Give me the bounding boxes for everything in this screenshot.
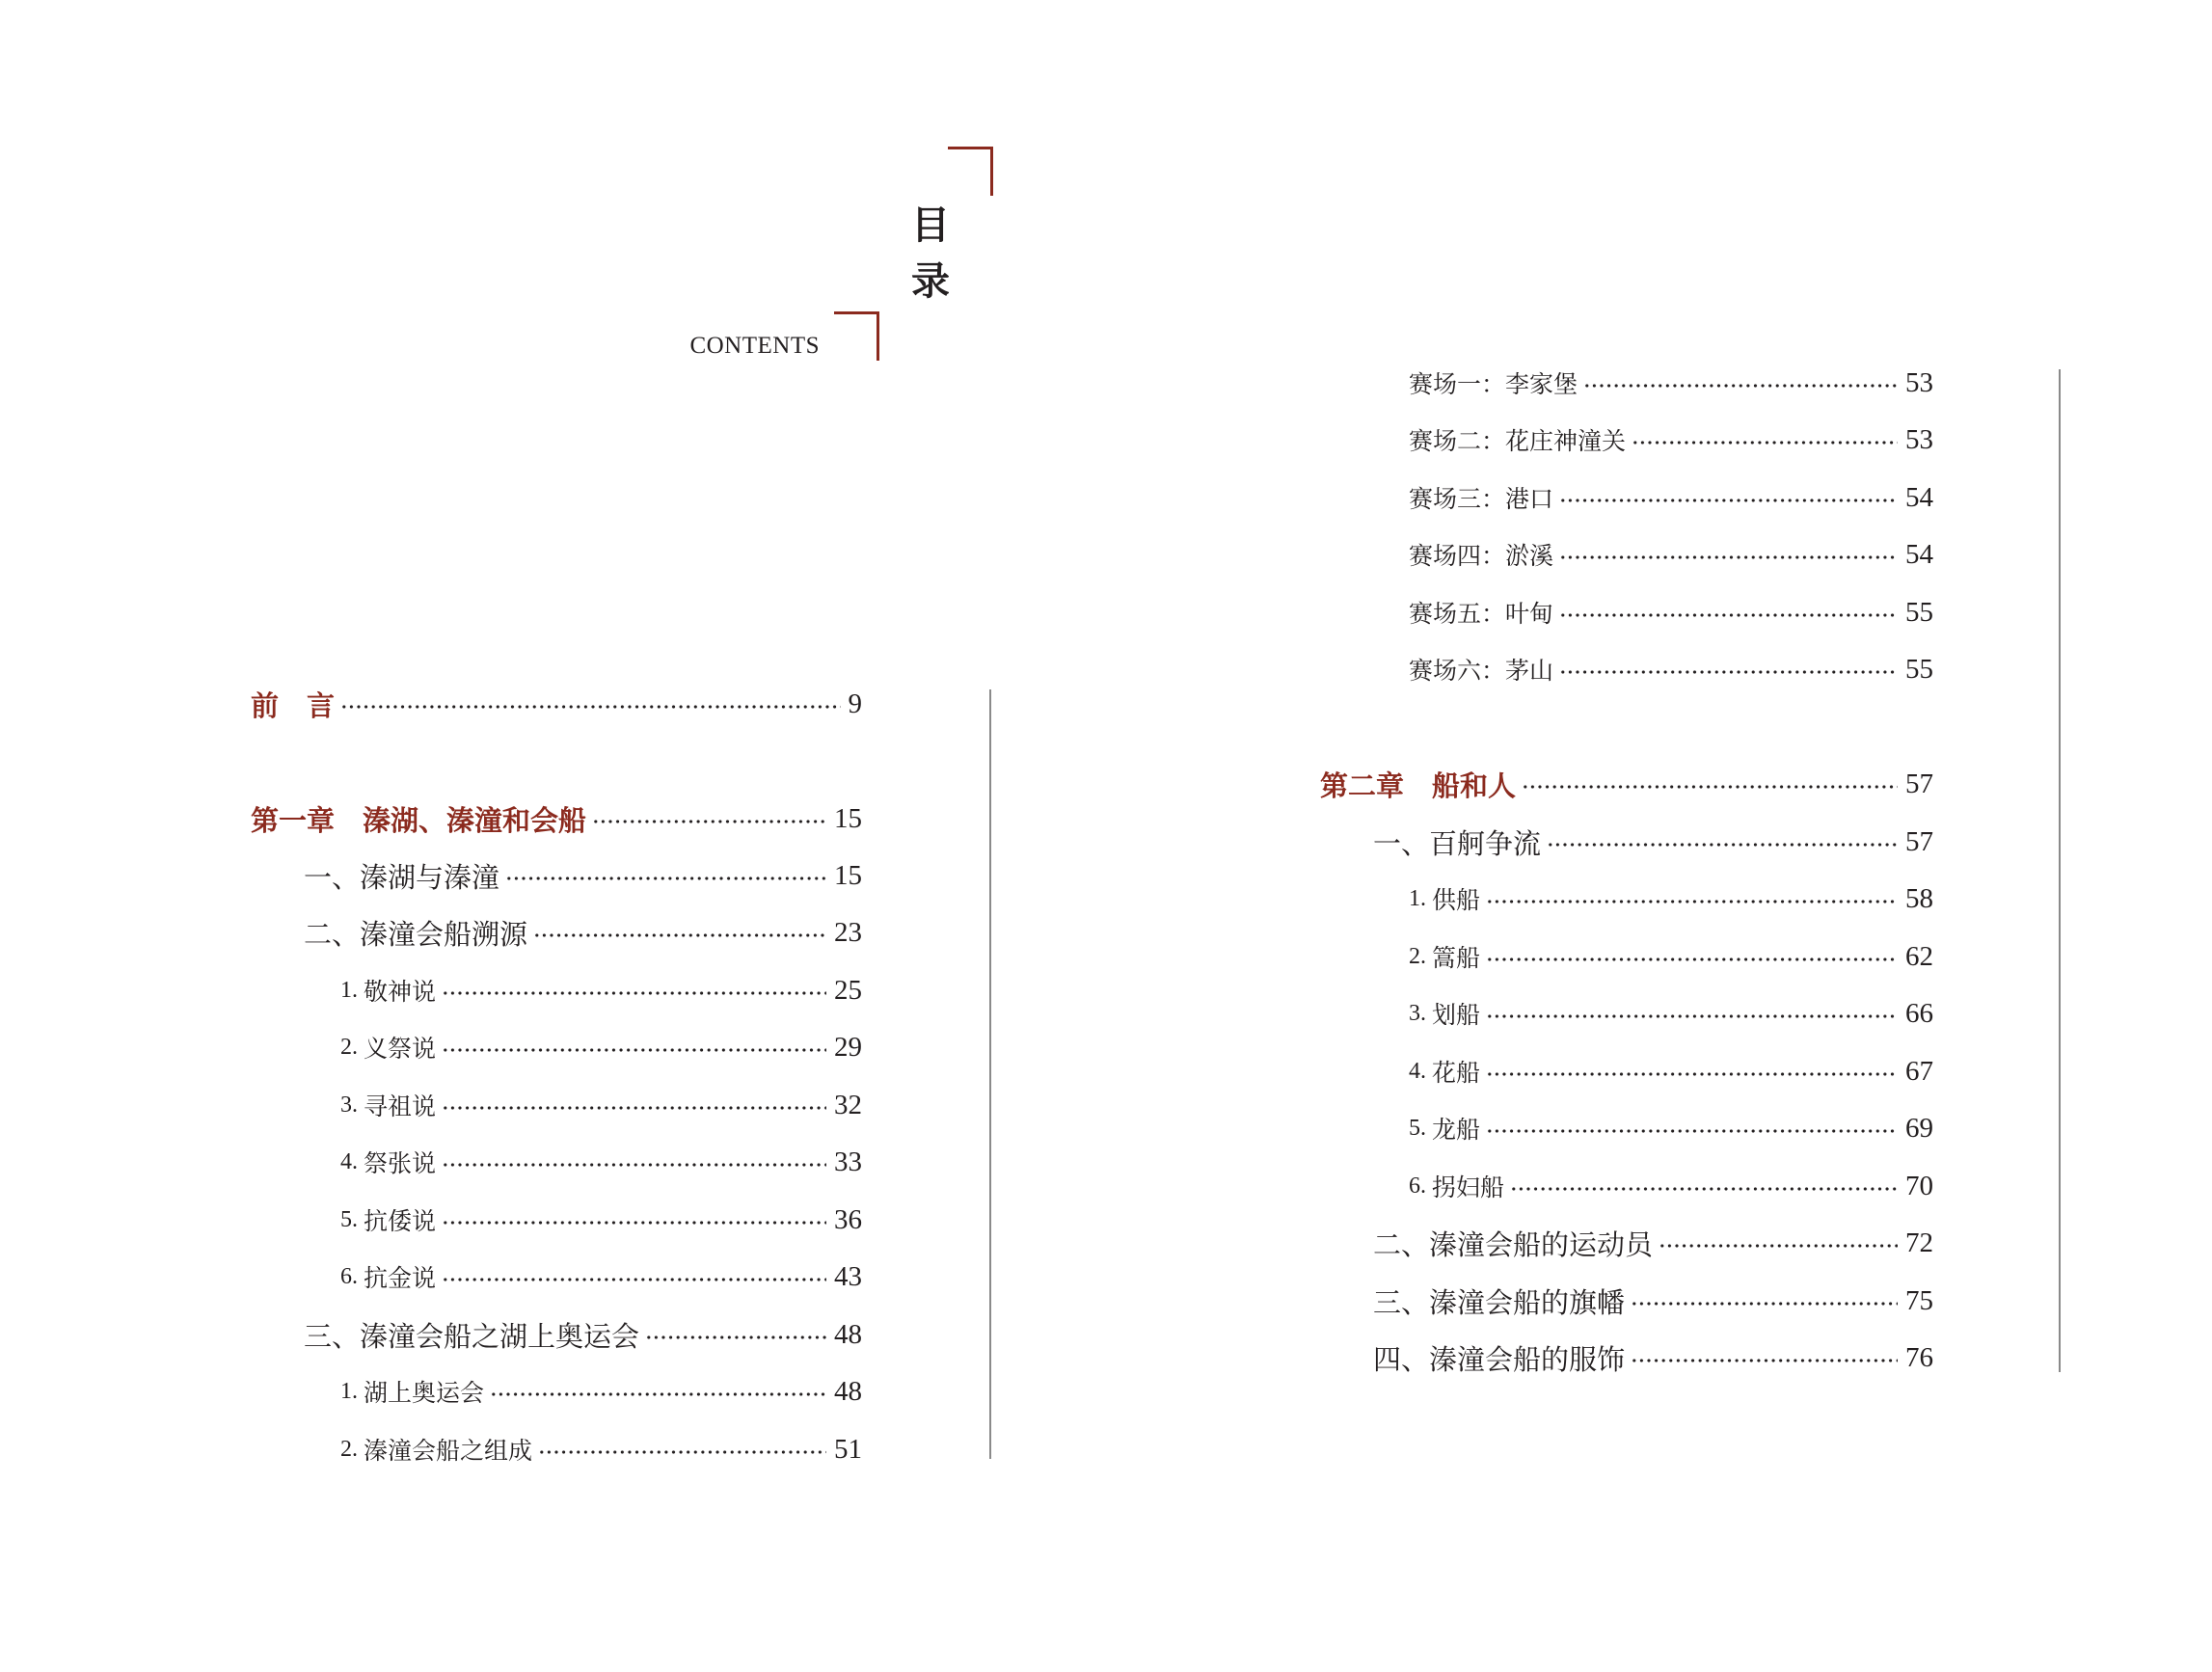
toc-entry-page: 15: [834, 802, 862, 834]
toc-entry-subsection[interactable]: [1409, 877, 1933, 920]
toc-entry-page: 15: [834, 859, 862, 891]
toc-entry-number: 2.: [340, 1436, 358, 1462]
dot-leader: [1486, 957, 1898, 961]
dot-leader: [1559, 613, 1898, 617]
left-page-vertical-rule: [989, 689, 991, 1459]
toc-entry-page: 57: [1905, 768, 1933, 799]
toc-entry-section[interactable]: [1373, 821, 1933, 863]
corner-bracket-bottom: [834, 311, 879, 361]
toc-entry-label: 二、溱潼会船的运动员: [1373, 1227, 1654, 1261]
toc-entry-number: 4.: [1409, 1058, 1426, 1084]
dot-leader: [1486, 900, 1898, 903]
toc-entry-number: 3.: [340, 1092, 358, 1118]
dot-leader: [442, 1221, 826, 1225]
dot-leader: [1559, 555, 1898, 559]
toc-entry-chapter-2[interactable]: [1320, 763, 1933, 805]
dot-leader: [1486, 1014, 1898, 1018]
toc-entry-page: 53: [1905, 366, 1933, 398]
toc-entry-label: 四、溱潼会船的服饰: [1373, 1342, 1626, 1376]
toc-entry-number: 2.: [1409, 943, 1426, 969]
toc-entry-page: 9: [848, 688, 862, 719]
dot-leader: [490, 1392, 826, 1396]
dot-leader: [442, 1048, 826, 1052]
toc-entry-page: 48: [834, 1375, 862, 1407]
toc-entry-page: 51: [834, 1433, 862, 1465]
toc-entry-page: 57: [1905, 825, 1933, 857]
toc-entry-label: 赛场四：淤溪: [1409, 542, 1554, 570]
toc-entry-subsection[interactable]: [340, 1255, 862, 1298]
toc-entry-subsection[interactable]: [340, 1141, 862, 1183]
toc-entry-chapter-1[interactable]: [251, 797, 862, 840]
toc-entry-subsection[interactable]: [340, 969, 862, 1011]
toc-entry-page: 25: [834, 974, 862, 1006]
dot-leader: [442, 1163, 826, 1167]
toc-entry-subsection[interactable]: [340, 1199, 862, 1241]
toc-entry-preface[interactable]: [251, 683, 862, 725]
toc-entry-label: 拐妇船: [1432, 1173, 1505, 1201]
dot-leader: [533, 933, 826, 937]
dot-leader: [442, 1106, 826, 1110]
toc-entry-page: 32: [834, 1089, 862, 1120]
toc-entry-page: 33: [834, 1146, 862, 1177]
toc-entry-page: 54: [1905, 481, 1933, 513]
toc-entry-number: 5.: [340, 1206, 358, 1232]
contents-subtitle: CONTENTS: [689, 333, 820, 359]
toc-entry-page: 75: [1905, 1284, 1933, 1316]
toc-entry-label: 一、溱湖与溱潼: [304, 860, 500, 894]
toc-entry-page: 29: [834, 1031, 862, 1063]
toc-entry-number: 6.: [1409, 1173, 1426, 1199]
title-char-2: 录: [911, 258, 950, 304]
toc-entry-page: 23: [834, 916, 862, 948]
dot-leader: [505, 876, 826, 880]
toc-entry-subsection[interactable]: [1409, 1107, 1933, 1149]
toc-entry-page: 54: [1905, 538, 1933, 570]
toc-entry-label: 湖上奥运会: [364, 1379, 485, 1407]
toc-entry-page: 62: [1905, 940, 1933, 972]
toc-entry-page: 48: [834, 1318, 862, 1350]
toc-entry-page: 72: [1905, 1227, 1933, 1258]
toc-entry-subsection[interactable]: [340, 1370, 862, 1413]
toc-entry-label: 赛场三：港口: [1409, 485, 1554, 513]
dot-leader: [1522, 785, 1898, 789]
toc-entry-subsection[interactable]: [1409, 935, 1933, 978]
toc-entry-label: 抗倭说: [364, 1207, 437, 1235]
toc-entry-subsection[interactable]: [340, 1026, 862, 1068]
toc-entry-venue[interactable]: [1409, 362, 1933, 404]
toc-entry-section[interactable]: [1373, 1336, 1933, 1379]
toc-entry-label: 划船: [1432, 1001, 1481, 1029]
dot-leader: [1486, 1072, 1898, 1076]
toc-entry-label: 篙船: [1432, 944, 1481, 972]
dot-leader: [1510, 1187, 1898, 1191]
toc-entry-page: 66: [1905, 997, 1933, 1029]
toc-entry-number: 1.: [340, 1378, 358, 1404]
toc-entry-number: 6.: [340, 1263, 358, 1289]
toc-entry-section[interactable]: [304, 911, 862, 954]
toc-entry-number: 3.: [1409, 1000, 1426, 1026]
toc-entry-number: 5.: [1409, 1115, 1426, 1141]
dot-leader: [538, 1450, 826, 1454]
toc-entry-label: 三、溱潼会船之湖上奥运会: [304, 1319, 640, 1353]
toc-entry-label: 三、溱潼会船的旗幡: [1373, 1285, 1626, 1319]
dot-leader: [592, 820, 826, 823]
toc-entry-number: 1.: [1409, 885, 1426, 911]
toc-entry-label: 一、百舸争流: [1373, 826, 1542, 860]
toc-entry-number: 2.: [340, 1034, 358, 1060]
toc-entry-label: 供船: [1432, 886, 1481, 914]
toc-entry-section[interactable]: [1373, 1280, 1933, 1322]
toc-entry-venue[interactable]: [1409, 418, 1933, 461]
toc-entry-page: 43: [834, 1260, 862, 1292]
toc-entry-label: 第二章 船和人: [1320, 769, 1517, 802]
toc-entry-page: 55: [1905, 596, 1933, 628]
toc-entry-label: 二、溱潼会船溯源: [304, 917, 528, 951]
dot-leader: [442, 991, 826, 995]
toc-entry-page: 76: [1905, 1341, 1933, 1373]
toc-entry-subsection[interactable]: [340, 1428, 862, 1470]
toc-entry-subsection[interactable]: [340, 1084, 862, 1126]
toc-entry-venue[interactable]: [1409, 591, 1933, 634]
dot-leader: [1631, 1302, 1898, 1306]
toc-entry-subsection[interactable]: [1409, 1050, 1933, 1092]
toc-entry-subsection[interactable]: [1409, 992, 1933, 1035]
toc-entry-number: 4.: [340, 1148, 358, 1174]
dot-leader: [1659, 1244, 1898, 1248]
toc-entry-label: 寻祖说: [364, 1092, 437, 1120]
toc-entry-label: 第一章 溱湖、溱潼和会船: [251, 803, 587, 837]
toc-entry-label: 前 言: [251, 688, 336, 722]
dot-leader: [1486, 1129, 1898, 1133]
toc-entry-venue[interactable]: [1409, 648, 1933, 690]
toc-entry-venue[interactable]: [1409, 476, 1933, 519]
title-char-1: 目: [911, 202, 950, 248]
dot-leader: [1631, 1359, 1898, 1362]
toc-entry-page: 67: [1905, 1055, 1933, 1087]
toc-entry-page: 36: [834, 1203, 862, 1235]
toc-entry-page: 53: [1905, 423, 1933, 455]
toc-entry-label: 抗金说: [364, 1264, 437, 1292]
dot-leader: [645, 1335, 826, 1339]
toc-entry-label: 义祭说: [364, 1035, 437, 1063]
toc-entry-page: 58: [1905, 882, 1933, 914]
toc-entry-page: 69: [1905, 1112, 1933, 1144]
toc-entry-page: 70: [1905, 1170, 1933, 1201]
toc-entry-label: 花船: [1432, 1059, 1481, 1087]
toc-entry-subsection[interactable]: [1409, 1165, 1933, 1207]
toc-entry-label: 溱潼会船之组成: [364, 1437, 533, 1465]
toc-entry-label: 赛场六：茅山: [1409, 657, 1554, 685]
toc-entry-label: 赛场一：李家堡: [1409, 370, 1578, 398]
dot-leader: [1632, 441, 1898, 445]
toc-entry-label: 祭张说: [364, 1149, 437, 1177]
toc-entry-label: 敬神说: [364, 978, 437, 1006]
dot-leader: [442, 1278, 826, 1281]
toc-entry-number: 1.: [340, 977, 358, 1003]
toc-entry-label: 赛场二：花庄神潼关: [1409, 427, 1627, 455]
toc-entry-section[interactable]: [304, 854, 862, 897]
corner-bracket-top: [948, 147, 993, 196]
toc-entry-page: 55: [1905, 653, 1933, 685]
toc-entry-label: 龙船: [1432, 1116, 1481, 1144]
dot-leader: [1583, 384, 1898, 388]
right-page-vertical-rule: [2059, 369, 2061, 1372]
dot-leader: [1559, 670, 1898, 674]
toc-entry-section[interactable]: [1373, 1222, 1933, 1264]
toc-entry-label: 赛场五：叶甸: [1409, 600, 1554, 628]
dot-leader: [1547, 843, 1898, 847]
toc-entry-section[interactable]: [304, 1313, 862, 1356]
toc-entry-venue[interactable]: [1409, 533, 1933, 576]
dot-leader: [340, 705, 840, 709]
dot-leader: [1559, 499, 1898, 502]
